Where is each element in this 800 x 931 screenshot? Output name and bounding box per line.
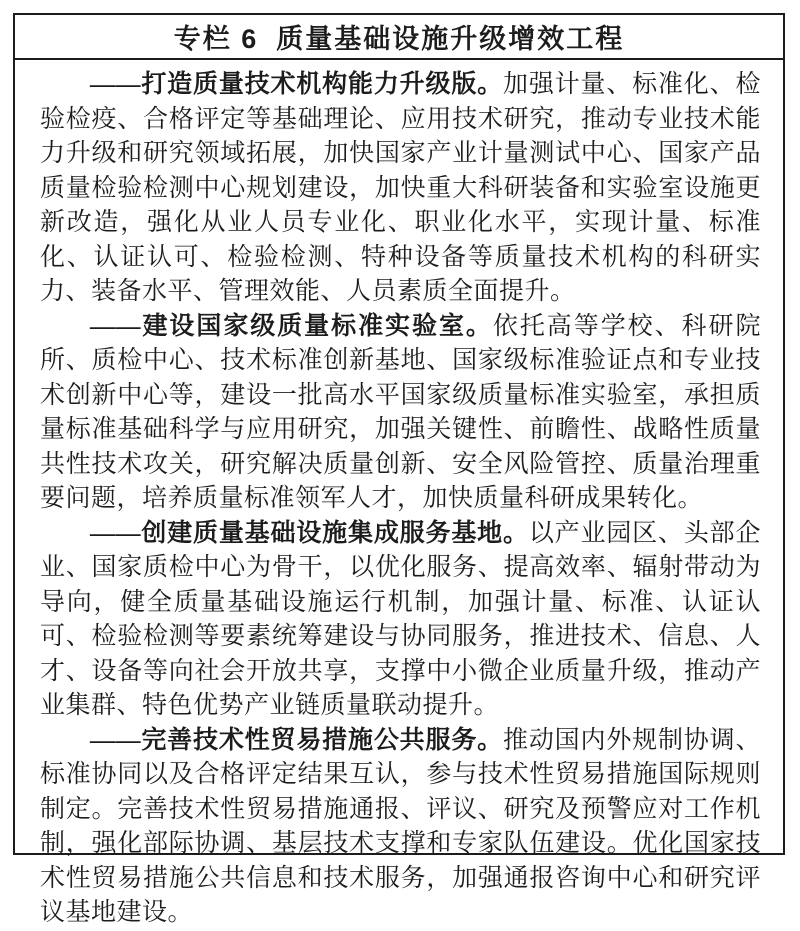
paragraph-body: 推动国内外规制协调、标准协同以及合格评定结果互认，参与技术性贸易措施国际规则制定。完善技术性贸易措施通报、评议、研究及预警应对工作机制，强化部际协调、基层技术支撑和专家队伍建设。优化国家技术性贸易措施公共信息和技术服务，加强通报咨询中心和研究评议基地建设。 <box>40 726 761 926</box>
paragraph-body: 依托高等学校、科研院所、质检中心、技术标准创新基地、国家级标准验证点和专业技术创新中心等，建设一批高水平国家级质量标准实验室，承担质量标准基础科学与应用研究，加强关键性、前瞻性、战略性质量共性技术攻关，研究解决质量创新、安全风险管控、质量治理重要问题，培养质量标准领军人才，加快质量科研成果转化。 <box>40 312 761 512</box>
paragraph <box>40 724 761 931</box>
paragraph <box>40 517 761 724</box>
paragraph <box>40 310 761 517</box>
paragraph-lead: ——建设国家级质量标准实验室。 <box>90 312 493 340</box>
paragraph-lead: ——打造质量技术机构能力升级版。 <box>90 71 503 98</box>
column-box-panel <box>13 13 785 926</box>
paragraph-lead: ——完善技术性贸易措施公共服务。 <box>90 726 503 754</box>
panel-body <box>15 60 783 931</box>
panel-title-label: 专栏 6 <box>173 24 259 54</box>
panel-title <box>15 15 783 60</box>
panel-title-text: 质量基础设施升级增效工程 <box>276 24 625 54</box>
paragraph-lead: ——创建质量基础设施集成服务基地。 <box>90 519 529 547</box>
paragraph-body: 以产业园区、头部企业、国家质检中心为骨干，以优化服务、提高效率、辐射带动为导向，健全质量基础设施运行机制，加强计量、标准、认证认可、检验检测等要素统筹建设与协同服务，推进技术、信息、人才、设备等向社会开放共享，支撑中小微企业质量升级，推动产业集群、特色优势产业链质量联动提升。 <box>40 519 761 719</box>
paragraph-body: 加强计量、标准化、检验检疫、合格评定等基础理论、应用技术研究，推动专业技术能力升级和研究领域拓展，加快国家产业计量测试中心、国家产品质量检验检测中心规划建设，加快重大科研装备和实验室设施更新改造，强化从业人员专业化、职业化水平，实现计量、标准化、认证认可、检验检测、特种设备等质量技术机构的科研实力、装备水平、管理效能、人员素质全面提升。 <box>40 71 761 305</box>
paragraph <box>40 68 761 310</box>
